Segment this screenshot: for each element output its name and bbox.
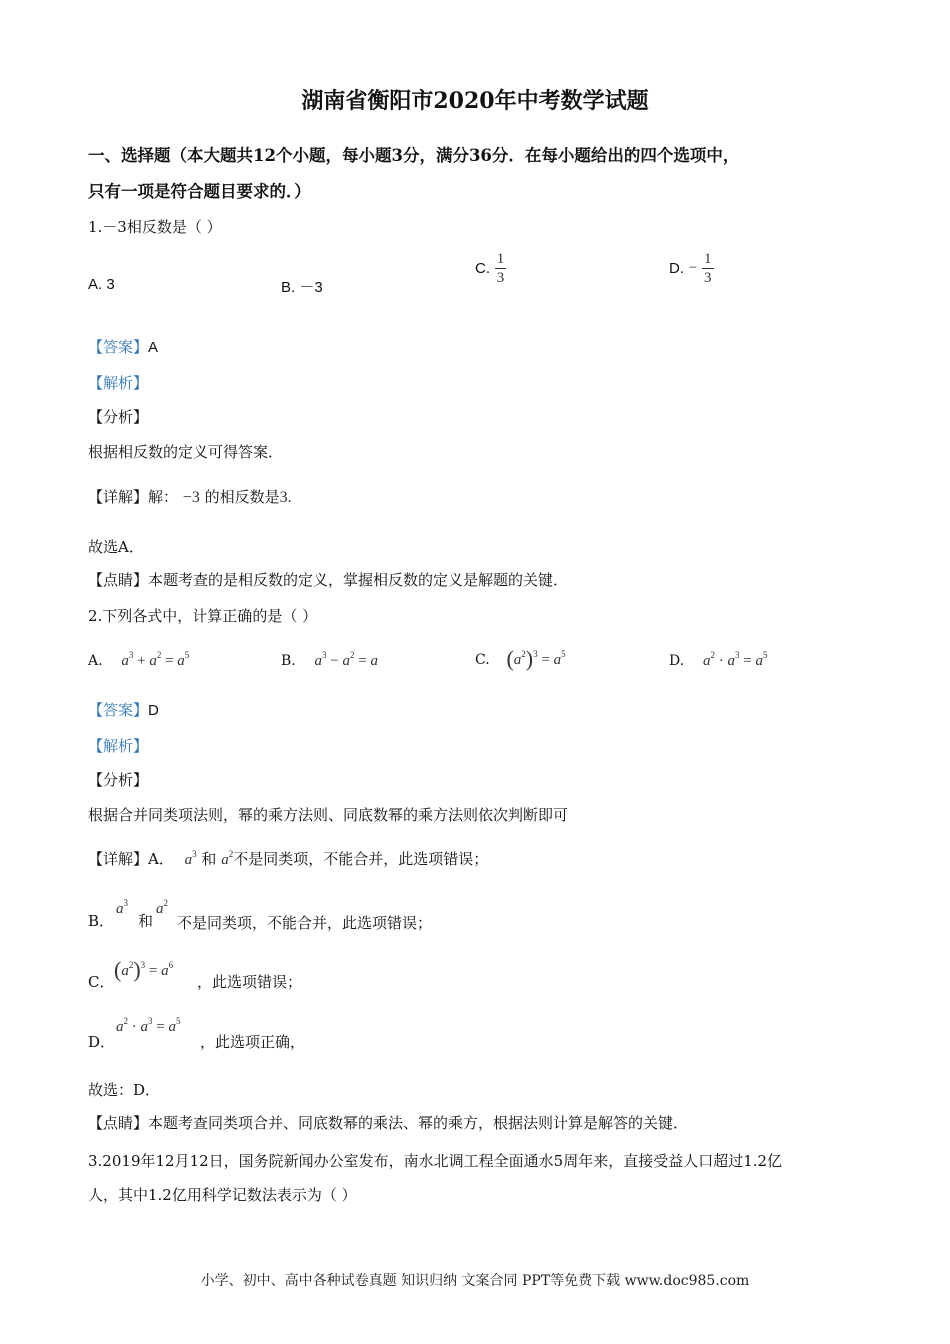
q1-fenxi-tag: 【分析】 (88, 408, 149, 426)
q2-detail-b-math2: $a^2$ (156, 898, 168, 917)
q1-detail (88, 486, 292, 507)
q1-option-d-label: D. (669, 260, 684, 277)
q1-dianjing: 【点睛】本题考查的是相反数的定义，掌握相反数的定义是解题的关键． (88, 571, 569, 589)
q2-option-c-math: $(a^2)^3 = a^5$ (506, 646, 566, 671)
q1-detail-math-neg3: −3 (182, 489, 200, 506)
q2-option-d-math: $a^2 \cdot a^3 = a^5$ (702, 650, 768, 669)
q2-detail-a-math2: $a^2$ (221, 849, 234, 868)
section-heading-line1: 一、选择题（本大题共12个小题，每小题3分，满分36分．在每小题给出的四个选项中， (88, 146, 740, 165)
q1-option-c-label: C. (475, 260, 490, 277)
q2-analysis-tag: 【解析】 (88, 737, 149, 755)
q2-option-c-label: C. (475, 652, 490, 668)
q1-fenxi-text: 根据相反数的定义可得答案． (88, 443, 284, 461)
q2-option-a-math: $a^3 + a^2 = a^5$ (121, 650, 190, 669)
q2-option-d-label: D. (669, 653, 685, 669)
q1-option-b: B. －3 (281, 279, 323, 296)
q3-stem-line2: 人，其中1.2亿用科学记数法表示为（ ） (88, 1186, 357, 1204)
q2-detail-b-math1: $a^3$ (116, 898, 128, 917)
q2-detail-b-and: 和 (138, 912, 154, 930)
q1-option-c-numerator: 1 (496, 251, 505, 267)
q2-detail-a (88, 848, 488, 869)
q2-detail-a-and: 和 (201, 850, 217, 868)
q1-analysis-tag: 【解析】 (88, 374, 149, 392)
q1-option-d-numerator: 1 (704, 251, 712, 267)
q1-option-d-denominator: 3 (704, 270, 712, 286)
page-title: 湖南省衡阳市2020年中考数学试题 (301, 88, 649, 114)
q1-option-d-sign: − (688, 260, 698, 276)
page-footer: 小学、初中、高中各种试卷真题 知识归纳 文案合同 PPT等免费下载 www.doc985.com (200, 1273, 750, 1289)
q2-detail-d-suffix: ，此选项正确， (200, 1033, 306, 1051)
q2-detail-b-label: B． (88, 912, 115, 930)
q2-detail-c-label: C． (88, 973, 115, 991)
q2-option-d (669, 650, 767, 670)
q2-detail-a-math1: $a^3$ (184, 849, 197, 868)
q1-option-d-fraction (702, 250, 714, 287)
q2-option-b-label: B. (281, 653, 296, 669)
q2-detail-d-label: D． (88, 1033, 116, 1051)
q2-answer-value: D (148, 702, 159, 719)
q2-fenxi-text: 根据合并同类项法则，幂的乘方法则、同底数幂的乘方法则依次判断即可 (88, 806, 569, 824)
q2-answer-tag: 【答案】 (88, 701, 149, 719)
section-heading-line2: 只有一项是符合题目要求的．） (88, 182, 311, 201)
q1-option-a: A. 3 (88, 276, 115, 293)
q1-conclusion: 故选A． (88, 538, 144, 556)
q1-option-c-denominator: 3 (496, 270, 505, 286)
q2-option-b-math: $a^3 - a^2 = a$ (314, 650, 378, 669)
q1-answer-value: A (148, 339, 159, 356)
q1-stem: 1.－3相反数是（ ） (88, 218, 222, 236)
q1-answer (88, 336, 158, 357)
q2-option-a (88, 650, 189, 670)
q2-answer (88, 699, 159, 720)
q2-detail-c-math: $(a^2)^3 = a^6$ (114, 957, 174, 982)
q1-answer-tag: 【答案】 (88, 338, 149, 356)
q1-option-d (669, 250, 714, 287)
q2-detail-d-math: $a^2 \cdot a^3 = a^5$ (116, 1016, 181, 1035)
q1-detail-mid: 的相反数是 (204, 488, 280, 506)
q3-stem-line1: 3.2019年12月12日，国务院新闻办公室发布，南水北调工程全面通水5周年来，直接受益人口超过1.2亿 (88, 1152, 783, 1170)
q2-detail-b-suffix: 不是同类项，不能合并，此选项错误； (177, 914, 433, 932)
q2-dianjing: 【点睛】本题考查同类项合并、同底数幂的乘法、幂的乘方，根据法则计算是解答的关键． (88, 1114, 689, 1132)
q2-detail-a-prefix: 【详解】A． (88, 850, 174, 868)
q2-conclusion: 故选：D． (88, 1081, 161, 1099)
q2-option-b (281, 650, 378, 670)
q2-detail-a-suffix: 不是同类项，不能合并，此选项错误； (233, 850, 489, 868)
q1-option-c-fraction (495, 250, 507, 287)
q2-detail-c-suffix: ，此选项错误； (197, 973, 303, 991)
q1-detail-prefix: 【详解】解： (88, 488, 179, 506)
q2-option-c (475, 646, 566, 672)
q1-option-c (475, 250, 506, 287)
q2-fenxi-tag: 【分析】 (88, 771, 149, 789)
q2-option-a-label: A. (88, 653, 103, 669)
q2-stem: 2.下列各式中，计算正确的是（ ） (88, 607, 318, 625)
q1-detail-math-3: 3. (279, 489, 292, 506)
